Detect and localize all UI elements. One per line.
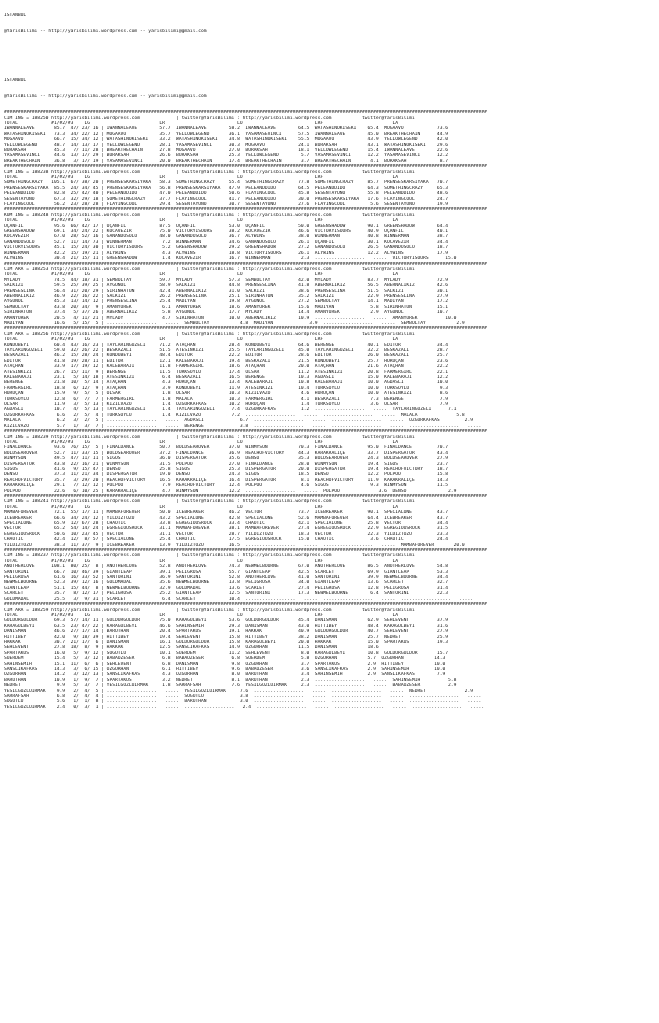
table-row: SEMBOLTAY 43.8 20/ 34/ 9 | AMANYÜREK 6.1 AMANYÜREK 18.6 AMANYÜREK 15.6 MADIYAN 5.8 SIRINHATUN 15.1 xyxy=(4,304,449,310)
column-header-line: TOTAL #1/#2/#3 LG LR LO LRF LA xyxy=(4,175,399,180)
table-row: FLAYINGCOOL 56.2 23/ 28/ 28 | FLAYINGCOOL 29.4 SESENTAYUNO 30.7 SESENTAYUNO 27.6 FLAYINGCOOL 5.6 SESENTAYUNO 19.9 xyxy=(4,202,449,208)
race-section xyxy=(4,602,659,710)
table-row: YASAMASEVINCI 44.6 13/ 17/ 29 | BURAKSAH 26.6 BURAKSAH 25.3 YELLOWLEGEND 5.7 YASAMASEVINCI 12.2 YASAMASEVINCI 12.2 xyxy=(4,153,449,159)
table-row: AGDASLI 10.7 4/ 5/ 13 | TAYLARINGÜZELI 1.4 TAYLARINGÜZELI 7.4 ÖZGÜRKAFKAS 1.2 .................. ..... TAYLARINGÜZELI 7.1 xyxy=(4,407,457,413)
column-header-line: TOTAL #1/#2/#3 LG LR LO LRF LA xyxy=(4,504,399,510)
table-row: KONDUBEYI 60.4 43/ 16/ 23 | TAYLARINGÜZELI 71.2 ATAÇHAN 28.4 KONDUBEYI 64.6 BERENGE 40.1 EDITÖR 34.4 xyxy=(4,342,449,348)
separator-line: ############################################################################################################################################################################## xyxy=(4,326,487,332)
table-row: SANTORINI 66.7 10/ 46/ 39 | GIANTLEAP 39.1 PELIGROSA 55.7 GIANTLEAP 42.5 SCARLET 69.9 GIANTLEAP 53.3 xyxy=(4,569,449,575)
table-row: MALALA 6.2 3/ 2/ 5 | .................. ..... AGDASLI 6.7 .................. ..... .................. ..... ÖZGÜRKAFKAS 2.9 xyxy=(4,418,473,424)
table-row: ÖZGÜRHAN 14.2 3/ 12/ 13 | SANSLIKAFKAS 4.3 ÖZGÜRHAN 8.0 BARUTHAN 3.4 SAHINSEMIH 2.9 SANSLIKAFKAS 7.9 xyxy=(4,672,446,678)
race-header-line: CIM ARA = 188259 http://yarisbilimi.wordpress.com | twitter@YarisBilimi : http://yarisbilimi.wordpress.com twitter@YarisBilimi xyxy=(4,607,415,613)
column-header-line: TOTAL #1/#2/#3 LG LR LO LRF LA xyxy=(4,337,399,343)
table-row: SALKIZI 59.5 25/ 39/ 25 | AYGÜNOL 58.9 SALKIZI 44.8 PRENSESLINA 41.8 ABERNALIKIZ 56.5 ABERNALIKIZ 42.6 xyxy=(4,283,449,289)
separator-line: ############################################################################################################################################################################## xyxy=(4,110,487,116)
blank-line xyxy=(4,45,659,50)
table-row: EDITÖR 41.8 19/ 28/ 11 | EDITÖR 12.1 KALEBARAJI 19.4 BESKAZALI 21.5 KONDUBEYI 25.7 HÜRUÇAN 23.6 xyxy=(4,358,449,364)
table-row: REACHOFVICTORY 35.7 3/ 29/ 20 | REACHOFVICTORY 16.5 KARAKRALIÇE 16.4 DISPERGATÖR 8.1 REACHOFVICTORY 11.9 KARAKRALIÇE 14.3 xyxy=(4,477,449,483)
table-row: POLPOO 22.6 6/ 10/ 25 | KARAKRALIÇE 4.7 WINMYSON 12.2 .................. ..... POLPOO 3.6 DENSO 2.9 xyxy=(4,488,457,494)
table-row: YESILGÖZLÜIRMAK 2.4 0/ 3/ 1 | .................. ..... .................. 2.4 .................. ..... .................. ..... .................. ..... xyxy=(4,704,485,710)
table-row: ATAÇHAN 33.9 17/ 19/ 12 | KALEBARAJI 11.8 FARMERGIRL 18.6 ATAÇHAN 20.0 ATAÇHAN 21.6 ATAÇHAN 22.2 xyxy=(4,364,449,370)
table-row: ABERNALIKIZ 46.9 22/ 16/ 22 | SALKIZI 26.2 PRENSESLINA 25.1 SIRINHATUN 35.2 SALKIZI 22.9 PRENSESLINA 27.9 xyxy=(4,293,449,299)
table-row: ÖZGÜRKAFKAS 6.6 2/ 5/ 4 | TÜRKSOYLU 1.4 KIZILVAZO 7.2 .................. ..... .................. ..... MALALA 5.8 xyxy=(4,412,465,418)
table-row: MADIYAN 16.6 5/ 15/ 5 | .................. ..... SEMBOLTAY 4.8 MADIYAN 3.9 .................. ..... SEMBOLTAY 2.9 xyxy=(4,320,465,326)
table-row: IWANNALEAVE 85.7 47/ 23/ 16 | IWANNALEAVE 57.7 IWANNALEAVE 58.2 IWANNALEAVE 64.5 WATASHINOKISEKI 65.4 MOGAAVO 73.6 xyxy=(4,126,449,132)
table-row: NEWMELBOURNE 52.3 39/ 12/ 16 | GOLDMADAL 35.6 NEWMELBOURNE 13.8 PELIGROSA 34.0 GIANTLEAP 13.6 SCARLET 32.7 xyxy=(4,580,449,586)
race-header-line: CIM ARA = 188253 http://yarisbilimi.wordpress.com | twitter@YarisBilimi : http://yarisbilimi.wordpress.com twitter@YarisBilimi xyxy=(4,266,415,272)
table-row: SIGOS 41.6 9/ 15/ 47 | DENSO 25.8 SIGOS 25.3 DISPERGATÖR 20.0 DISPERGATÖR 19.4 REACHOFVICTORY 18.7 xyxy=(4,466,449,472)
race-header-line: CIM ING = 188238 http://yarisbilimi.wordpress.com | twitter@YarisBilimi : http://yarisbilimi.wordpress.com twitter@YarisBilimi xyxy=(4,169,415,175)
table-row: ANOTHERLOVE 108.1 80/ 25/ 8 | ANOTHERLOVE 52.8 ANOTHERLOVE 74.3 NEWMELBOURNE 67.0 ANOTHERLOVE 86.5 ANOTHERLOVE 54.8 xyxy=(4,564,449,570)
header-contact: @YarisBilimi -- http://yarisbilimi.wordpress.com -- yarisbilimi@gmail.com xyxy=(4,29,207,35)
table-row: SÜERDEM 15.4 5/ 3/ 12 | BABAÖZESER 6.8 BABAÖZESER 6.8 SÜERDEM 5.8 ÖZGÜRHAN 5.7 ÖZGÜRHAN 14.3 xyxy=(4,656,446,662)
header-city: ISTANBUL xyxy=(4,12,27,18)
race-header-line: CIM ING = 188241 http://yarisbilimi.wordpress.com | twitter@YarisBilimi : http://yarisbilimi.wordpress.com twitter@YarisBilimi xyxy=(4,499,415,505)
column-header-line: TOTAL #1/#2/#3 LG LR LO LRF LA xyxy=(4,120,399,126)
table-row: DISPERGATÖR 43.8 22/ 16/ 21 | WINMYSON 31.5 POLPOO 27.0 FINALDANCE 28.0 WINMYSON 19.4 SIGOS 23.7 xyxy=(4,461,449,467)
race-section xyxy=(4,326,659,429)
race-header-line: CIM ARA = 188256 http://yarisbilimi.wordpress.com | twitter@YarisBilimi : http://yarisbilimi.wordpress.com twitter@YarisBilimi xyxy=(4,331,415,337)
table-row: GANANDOSOLO 52.7 11/ 14/ 73 | WINNERMAN 7.2 WINNERMAN 34.6 GANANDOSOLO 26.1 UÇANFİL 30.1 KOCAVEZİR 34.4 xyxy=(4,239,449,245)
race-section xyxy=(4,494,659,548)
table-row: BESKAZALI 46.2 15/ 28/ 24 | KONDUBEYI 48.4 EDITÖR 22.2 EDITÖR 28.6 EDITÖR 26.0 BESKAZALI 25.7 xyxy=(4,353,449,359)
table-row: SPARTAKÜS 16.0 5/ 9/ 12 | SÖGÜTLÜ 10.1 SÜERDEM 11.2 SEHLEVENT 8.0 KARAGÜLBEYI 10.8 GÜLDÜRGÜLDÜR 15.7 xyxy=(4,650,449,656)
separator-line: ############################################################################################################################################################################## xyxy=(4,548,487,554)
table-row: VECTOR 65.2 54/ 14/ 24 | EGREGIOUSROCK 31.1 MAMBAFOREVER 38.1 MAMBAFOREVER 27.4 EGREGIOUSROCK 22.9 EGREGIOUSROCK 31.5 xyxy=(4,526,449,532)
header-contact: @YarisBilimi -- http://yarisbilimi.wordpress.com -- yarisbilimi@gmail.com xyxy=(4,93,207,99)
table-row: NEDRET 9.9 5/ 3/ 7 | YESILGÖZLÜIRMAK 1.8 SARRAFSAH 7.6 YESILGÖZLÜIRMAK 2.3 .................. ..... BABAÖZESER 2.9 xyxy=(4,683,457,689)
table-row: GIANTLEAP 51.1 15/ 44/ 8 | NEWMELBOURNE 32.9 GOLDMADAL 13.6 SCARLET 27.4 PELIGROSA 12.8 PELIGROSA 31.4 xyxy=(4,585,449,591)
table-row: GÜLDÜRGÜLDÜR 69.3 57/ 14/ 11 | GÜLDÜRGÜLDÜR 75.0 KARAGÜLBEYI 53.6 GÜLDÜRGÜLDÜR 45.4 DANISMAN 62.9 SEHLEVENT 37.9 xyxy=(4,618,449,624)
table-row: GREENSHADOW 69.1 34/ 24/ 22 | KOCAVEZİR 75.0 VICTORYISOURS 38.2 KOCAVEZİR 46.6 VICTORYISOURS 40.9 UÇANFİL 40.1 xyxy=(4,229,449,235)
table-row: ALYWINS 30.4 21/ 15/ 11 | GREENSHADOW 1.4 KOCAVEZİR 16.7 WINNERMAN 2.3 .................. ..... VICTORYISOURS 15.0 xyxy=(4,256,457,262)
table-row: YILDIZTOZU 38.3 11/ 37/ 9 | ICEBREAKER 13.9 YILDIZTOZU 16.5 .................. ..... .................. ..... MAMBAFOREVER 20.0 xyxy=(4,542,465,548)
table-row: TAYLARINGÜZELI 59.0 32/ 26/ 22 | BESKAZALI 51.5 ATESINKIZI 25.5 TAYLARINGÜZELI 45.0 TAYLARINGÜZELI 32.2 BESKAZALI 28.7 xyxy=(4,348,449,353)
table-row: EGREGIOUSROCK 50.6 10/ 23/ 45 | VECTOR 31.1 VECTOR 28.7 YILDIZTOZU 18.3 VECTOR 22.3 YILDIZTOZU 23.3 xyxy=(4,531,449,537)
race-section xyxy=(4,262,659,327)
race-section xyxy=(4,164,659,207)
header-city: ISTANBUL xyxy=(4,77,27,83)
table-row: KARAKRALIÇE 29.1 7/ 12/ 12 | POLPOO 7.9 REACHOFVICTORY 12.4 POLPOO 4.6 SIGOS 9.3 WINMYSON 11.5 xyxy=(4,483,449,489)
table-row: HITTIBEY 42.0 9/ 18/ 39 | HITTIBEY 19.4 SEHLEVENT 15.8 HITTIBEY 38.2 DANISMAN 25.7 NEDRET 25.9 xyxy=(4,634,449,640)
table-row: BURAKSAH 45.3 7/ 11/ 28 | BREAKTHECHAIN 27.8 MOGAAVO 27.0 BURAKSAH 18.1 YELLOWLEGEND 15.4 IWANNALEAVE 22.6 xyxy=(4,147,449,153)
table-row: AMANYÜREK 20.5 4/ 11/ 21 | MYLADY 4.7 SIRINHATUN 10.0 ABERNALIKIZ 10.9 .................. ..... AMANYÜREK 10.0 xyxy=(4,315,457,321)
table-row: KALEBARAJI 23.1 5/ 14/ 18 | ATESINKIZI 6.4 BESKAZALI 16.5 BERENGE 10.3 AGDASLI 15.0 KALEBARAJI 12.2 xyxy=(4,375,449,381)
table-row: SARRAFSAH 6.8 2/ 4/ 4 | .................. ..... SÖGÜTLÜ 3.8 .................. ..... .................. ..... .................. ..... xyxy=(4,694,482,699)
column-header-line: TOTAL #1/#2/#3 LG LR LO LRF LA xyxy=(4,218,399,224)
table-row: YELLOWLEGEND 48.7 14/ 13/ 17 | YELLOWLEGEND 28.1 YASAMASEVINCI 30.3 MOGAAVO 24.1 BURAKSAH 43.1 WATASHINOKISEKI 29.6 xyxy=(4,142,449,148)
table-row: CHAOTIC 42.4 12/ 8/ 57 | SPECIALONE 25.4 CHAOTIC 17.5 EGREGIOUSROCK 15.0 CHAOTIC 3.6 CHAOTIC 24.4 xyxy=(4,537,449,543)
table-row: ICEBREAKER 66.6 34/ 24/ 12 | YILDIZTOZU 43.2 SPECIALONE 42.8 SPECIALONE 52.6 MAMBAFOREVER 64.4 ICEBREAKER 43.7 xyxy=(4,515,449,521)
table-row: WINMYSON 49.5 47/ 11/ 11 | SIGOS 36.0 DISPERGATÖR 35.6 DENSO 35.3 BOLDSEAROVER 24.3 BOLDSEAROVER 27.9 xyxy=(4,456,449,462)
table-row: UÇANFİL 95.6 66/ 42/ 17 | UÇANFİL 87.5 UÇANFİL 53.0 UÇANFİL 50.0 GREENSHADOW 90.1 GREENSHADOW 64.4 xyxy=(4,223,449,229)
table-row: BARUTHAN 10.9 1/ 9/ 7 | SPARTAKÜS 3.2 NEDRET 8.1 BARUTHAN 2.3 .................. ..... SAHINSEMIH 5.8 xyxy=(4,677,457,683)
table-row: FINALDANCE 93.6 76/ 15/ 5 | FINALDANCE 50.7 BOLDSEAROVER 37.0 WINMYSON 70.3 FINALDANCE 95.0 FINALDANCE 70.7 xyxy=(4,445,449,451)
race-section xyxy=(4,207,659,261)
column-header-line: TOTAL #1/#2/#3 LG LR LO LRF LA xyxy=(4,612,399,618)
table-row: VICTORYISOURS 45.1 15/ 24/ 30 | VICTORYISOURS 5.2 GREENSHADOW 29.2 GREENSHADOW 27.2 GANANDOSOLO 26.5 GANANDOSOLO 18.7 xyxy=(4,245,449,251)
table-row: BOLDSEAROVER 52.7 11/ 33/ 15 | BOLDSEAROVER 37.2 FINALDANCE 36.9 REACHOFVICTORY 44.3 KARAKRALIÇE 33.7 DISPERGATÖR 43.4 xyxy=(4,450,449,456)
table-row: TÜRKSOYLU 12.8 6/ 7/ 7 | FARMERGIRL 1.8 MALALA 10.3 FARMERGIRL 4.1 BESKAZALI 7.3 BERENGE 7.9 xyxy=(4,396,449,402)
race-section xyxy=(4,548,659,602)
table-row: KOCAVEZİR 67.0 28/ 52/ 16 | GANANDOSOLO 48.0 GANANDOSOLO 36.7 ALYWINS 38.0 WINNERMAN 40.8 WINNERMAN 38.7 xyxy=(4,234,449,240)
table-row: DANISMAN 46.6 27/ 17/ 14 | BARUTHAN 20.4 SPARTAKÜS 19.1 HAKKAK 40.9 GÜLDÜRGÜLDÜR 40.7 SEHLEVENT 27.9 xyxy=(4,629,449,635)
table-row: AYGÜNOL 45.3 13/ 14/ 12 | PRENSESLINA 25.4 MADIYAN 19.8 AYGÜNOL 27.2 SEMBOLTAY 14.1 MADIYAN 17.2 xyxy=(4,299,449,305)
table-row: WINNERMAN 42.2 15/ 19/ 21 | ALYWINS 4.3 ALYWINS 18.8 VICTORYISOURS 26.1 ALYWINS 12.2 ALYWINS 17.9 xyxy=(4,250,449,256)
table-row: SEHLEVENT 27.8 18/ 8/ 9 | HAKKAK 12.5 SANSLIKAFKAS 14.9 ÖZGÜRHAN 11.5 DANISMAN 18.6 xyxy=(4,645,379,651)
race-section xyxy=(4,110,659,164)
table-row: FARMERGIRL 18.8 6/ 12/ 9 | ATAÇHAN 3.9 KONDUBEYI 11.9 ATESINKIZI 10.4 TÜRKSOYLU 10.0 TÜRKSOYLU 9.3 xyxy=(4,385,449,391)
table-row: SAHINSEMIH 15.1 11/ 6/ 6 | SEHLEVENT 6.8 DANISMAN 9.8 ÖZGÜRHAN 3.7 SPARTAKÜS 2.9 HITTIBEY 10.0 xyxy=(4,661,446,667)
table-row: SCARLET 35.7 8/ 12/ 17 | PELIGROSA 25.2 GIANTLEAP 12.5 SANTORINI 17.3 NEWMELBOURNE 6.4 SANTORINI 22.3 xyxy=(4,591,449,597)
table-row: BERENGE 21.8 10/ 5/ 14 | ATAÇHAN 4.3 HÜRUÇAN 13.4 KALEBARAJI 10.8 KALEBARAJI 10.0 AGDASLI 10.0 xyxy=(4,380,449,386)
race-header-line: CIM ING = 188250 http://yarisbilimi.wordpress.com | twitter@YarisBilimi : http://yarisbilimi.wordpress.com twitter@YarisBilimi xyxy=(4,115,415,121)
separator-line: ############################################################################################################################################################################## xyxy=(4,602,487,608)
race-header-line: CIM ING = 188239 http://yarisbilimi.wordpress.com | twitter@YarisBilimi : http://yarisbilimi.wordpress.com twitter@YarisBilimi xyxy=(4,434,415,440)
table-row: DENSO 37.3 11/ 21/ 34 | DISPERGATÖR 19.0 DENSO 24.3 SIGOS 18.5 DENSO 12.2 POLPOO 15.8 xyxy=(4,472,449,478)
table-row: MOGAAVO 66.7 15/ 34/ 12 | WATASHINOKISEKI 33.2 WATASHINOKISEKI 34.8 WATASHINOKISEKI 55.5 MOGAAVO 43.9 YELLOWLEGEND 42.0 xyxy=(4,137,449,143)
table-row: SESENTAYUNO 67.3 32/ 29/ 18 | SOMETHINGCRAZY 37.7 FLAYINGCOOL 41.7 PELEANDDIDO 30.0 PRENSESKARSIYAKA 17.6 FLAYINGCOOL 24.7 xyxy=(4,196,449,202)
table-row: WATASHINOKISEKI 73.3 34/ 22/ 12 | MOGAAVO 35.7 YELLOWLEGEND 36.1 YASAMASEVINCI 57.5 IWANNALEAVE 45.0 BREAKTHECHAIN 44.9 xyxy=(4,131,449,137)
blank-line xyxy=(4,61,659,66)
table-row: PELIGROSA 61.6 16/ 33/ 52 | SANTORINI 36.9 SANTORINI 52.8 ANOTHERLOVE 41.0 SANTORINI 39.9 NEWMELBOURNE 34.4 xyxy=(4,575,449,581)
race-header-line: KUM ING = 188248 http://yarisbilimi.wordpress.com | twitter@YarisBilimi : http://yarisbilimi.wordpress.com twitter@YarisBilimi xyxy=(4,212,415,218)
table-row: KARAGÜLBEYI 63.5 23/ 47/ 22 | KARAGÜLBEYI 46.6 SAHINSEMIH 29.3 DANISMAN 43.0 HITTIBEY 48.4 KARAGÜLBEYI 31.6 xyxy=(4,623,449,629)
column-header-line: TOTAL #1/#2/#3 LG LR LO LRF LA xyxy=(4,558,399,564)
table-row: KIZILVAZO 5.7 1/ 3/ 7 | .................. ..... BERENGE 3.8 .................. ..... .................. ..... .................. ..... xyxy=(4,423,482,429)
table-row: SOMETHINGCRAZY 105.1 67/ 38/ 20 | PRENSESKARSIYAKA 58.3 SOMETHINGCRAZY 55.4 SOMETHINGCRAZY 77.8 SOMETHINGCRAZY 85.7 PRENSESKARSIYAKA 70.7 xyxy=(4,180,449,186)
table-row: OLSAR 11.9 3/ 5/ 13 | KIZILVAZO 1.4 ÖZGÜRKAFKAS 10.2 HÜRUÇAN 1.4 TÜRKSOYLU 3.6 OLSAR 7.9 xyxy=(4,402,449,408)
separator-line: ############################################################################################################################################################################## xyxy=(4,261,487,267)
table-row: BREAKTHECHAIN 36.8 3/ 17/ 19 | YASAMASEVINCI 20.0 BREAKTHECHAIN 17.4 BREAKTHECHAIN 3.7 BREAKTHECHAIN 4.1 BURAKSAH 8.7 xyxy=(4,158,449,164)
table-row: MYLADY 74.5 44/ 18/ 31 | SEMBOLTAY 59.7 MYLADY 57.3 SEMBOLTAY 42.0 MYLADY 83.7 MYLADY 72.9 xyxy=(4,277,449,283)
table-row: SPECIALONE 65.9 12/ 67/ 28 | CHAOTIC 33.8 EGREGIOUSROCK 33.4 CHAOTIC 42.1 SPECIALONE 25.8 VECTOR 34.4 xyxy=(4,521,449,526)
table-row: HAKKAK 30.7 21/ 17/ 6 | DANISMAN 16.1 GÜLDÜRGÜLDÜR 15.8 KARAGÜLBEYI 20.0 HAKKAK 15.0 SPARTAKÜS 19.3 xyxy=(4,639,449,645)
table-row: PRENSESLINA 56.4 31/ 20/ 29 | SIRINHATUN 42.4 ABERNALIKIZ 31.0 SALKIZI 38.6 PRENSESLINA 51.5 SALKIZI 30.1 xyxy=(4,288,449,294)
table-row: SIRINHATUN 37.4 5/ 37/ 26 | ABERNALIKIZ 5.8 AYGÜNOL 17.7 MYLADY 14.4 AMANYÜREK 2.9 AYGÜNOL 10.7 xyxy=(4,310,449,316)
separator-line: ############################################################################################################################################################################## xyxy=(4,207,487,213)
table-row: YESILGÖZLÜIRMAK 9.9 2/ 4/ 5 | .................. ..... YESILGÖZLÜIRMAK 7.6 .................. ..... .................. ..... NEDRET 2.9 xyxy=(4,688,473,694)
table-row: SÖGÜTLÜ 5.6 1/ 1/ 8 | .................. ..... BARUTHAN 3.0 .................. ..... .................. ..... .................. ..... xyxy=(4,699,482,705)
separator-line: ############################################################################################################################################################################## xyxy=(4,429,487,435)
table-row: ATESINKIZI 26.7 15/ 11/ 9 | BERENGE 11.5 TÜRKSOYLU 17.4 OLSAR 11.2 ATESINKIZI 20.8 FARMERGIRL 22.1 xyxy=(4,369,449,375)
separator-line: ############################################################################################################################################################################## xyxy=(4,164,487,170)
table-row: MAMBAFOREVER 72.1 55/ 17/ 11 | MAMBAFOREVER 50.0 ICEBREAKER 46.2 VECTOR 73.7 ICEBREAKER 90.1 SPECIALONE 43.7 xyxy=(4,510,449,516)
column-header-line: TOTAL #1/#2/#3 LG LR LO LRF LA xyxy=(4,272,399,278)
table-row: GOLDMADAL 25.5 3/ 9/ 31 | SCARLET 6.4 SCARLET 10.4 .................. ..... .................. ..... .................. ..... xyxy=(4,596,473,602)
table-row: SANSLIKAFKAS 14.3 3/ 6/ 15 | ÖZGÜRHAN 6.1 HITTIBEY 9.6 BABAÖZESER 3.6 SANSLIKAFKAS 2.9 SAHINSEMIH 10.0 xyxy=(4,666,446,672)
table-row: PELEANDDIDO 82.8 25/ 42/ 40 | PELEANDDIDO 47.0 PELEANDDIDO 50.6 FLAYINGCOOL 45.8 SESENTAYUNO 55.8 PELEANDDIDO 48.6 xyxy=(4,191,449,197)
separator-line: ############################################################################################################################################################################## xyxy=(4,493,487,499)
race-sections xyxy=(4,110,659,710)
table-row: HÜRUÇAN 15.9 9/ 5/ 5 | OLSAR 1.8 OLSAR 10.3 KIZILVAZO 4.6 HÜRUÇAN 10.0 ATESINKIZI 8.6 xyxy=(4,391,449,397)
table-row: PRENSESKARSIYAKA 85.5 24/ 34/ 45 | PRENSESKARSIYAKA 56.8 PRENSESKARSIYAKA 47.9 PELEANDDIDO 64.5 PELEANDDIDO 64.3 SOMETHINGCRAZY 65.3 xyxy=(4,185,449,191)
column-header-line: TOTAL #1/#2/#3 LG LR LO LRF LA xyxy=(4,439,399,445)
race-header-line: CIM ING = 188237 http://yarisbilimi.wordpress.com | twitter@YarisBilimi : http://yarisbilimi.wordpress.com twitter@YarisBilimi xyxy=(4,553,415,559)
race-section xyxy=(4,429,659,494)
